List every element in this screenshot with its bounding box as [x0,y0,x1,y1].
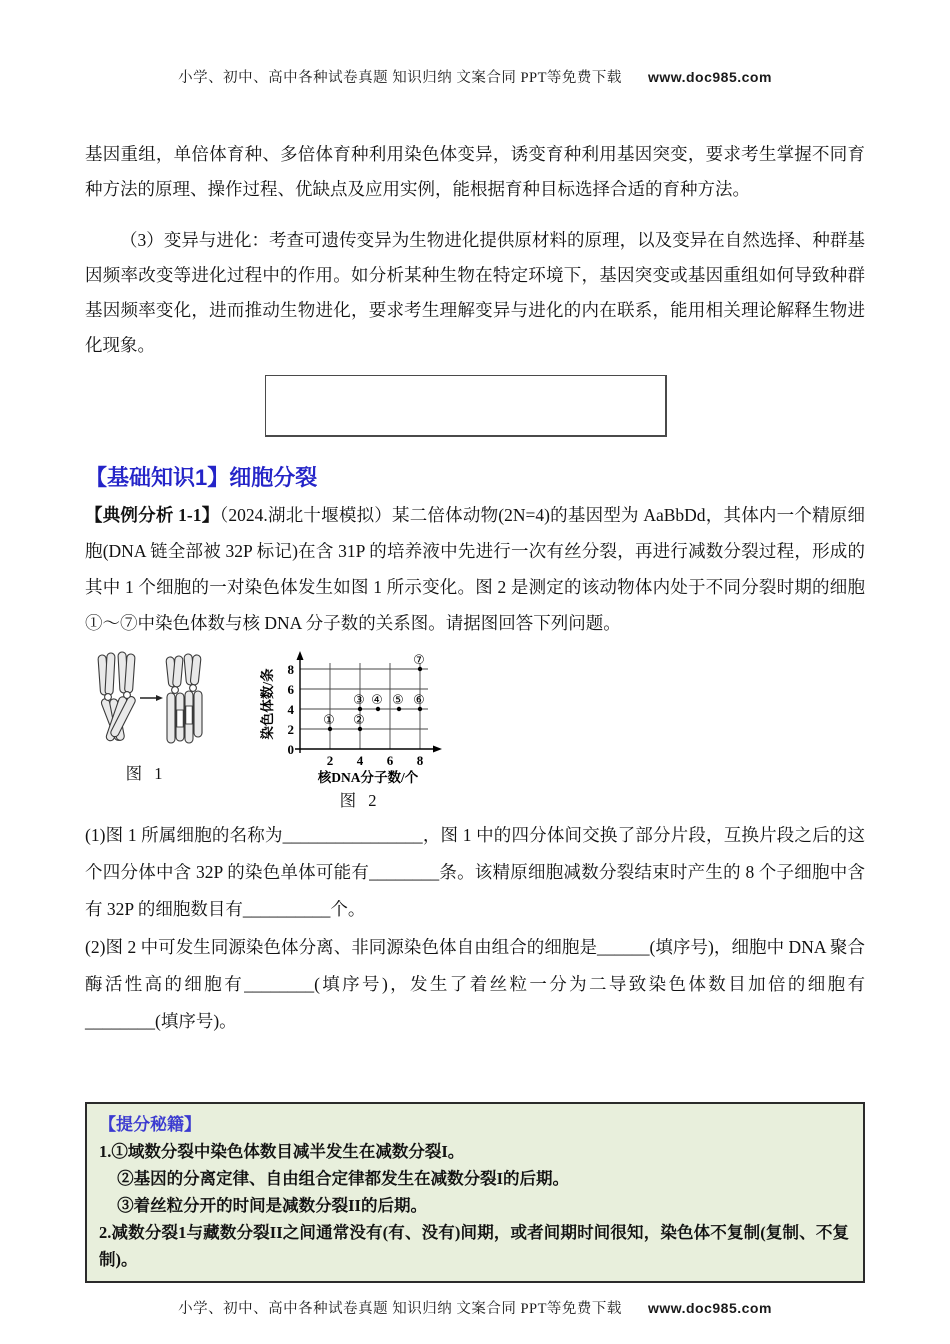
example-paragraph [85,497,865,641]
figure-2 [260,649,460,811]
tip-line: 1.①域数分裂中染色体数目减半发生在减数分裂I。 [99,1142,465,1161]
svg-text:⑤: ⑤ [392,693,404,708]
svg-text:②: ② [353,713,365,728]
example-label: 【典例分析 1-1】 [85,505,220,525]
tip-line: ②基因的分离定律、自由组合定律都发生在减数分裂I的后期。 [117,1169,570,1188]
section-heading: 【基础知识1】细胞分裂 [85,465,318,490]
svg-text:0: 0 [287,742,294,757]
svg-text:2: 2 [326,753,334,768]
tips-title: 【提分秘籍】 [99,1115,201,1134]
page-header [0,0,950,87]
svg-text:6: 6 [386,753,394,768]
svg-text:⑥: ⑥ [413,693,425,708]
svg-text:2: 2 [287,722,294,737]
footer-url: www.doc985.com [647,1300,772,1316]
svg-text:4: 4 [287,702,294,717]
svg-text:6: 6 [287,682,294,697]
tip-line: 2.减数分裂1与藏数分裂II之间通常没有(有、没有)间期，或者间期时间很知，染色体不复制(复制、不复制)。 [99,1223,849,1269]
example-text: （2024.湖北十堰模拟）某二倍体动物(2N=4)的基因型为 AaBbDd，其体内一个精原细胞(DNA 链全部被 32P 标记)在含 31P 的培养液中先进行一次有丝分裂，再进行减数分裂过程，形成的其中 1 个细胞的一对染色体发生如图 1 所示变化。图 2 是测定的该动物体内处于不同分裂时期的细胞①～⑦中染色体数与核 DNA 分子数的关系图。请据图回答下列问题。 [85,505,865,633]
header-url: www.doc985.com [647,69,772,85]
svg-text:④: ④ [371,693,383,708]
svg-text:核DNA分子数/个: 核DNA分子数/个 [317,770,419,785]
svg-text:①: ① [323,713,335,728]
intro-paragraph-1: 基因重组，单倍体育种、多倍体育种利用染色体变异，诱变育种利用基因突变，要求考生掌握不同育种方法的原理、操作过程、优缺点及应用实例，能根据育种目标选择合适的育种方法。 [85,144,865,199]
svg-text:染色体数/条: 染色体数/条 [260,668,275,740]
svg-text:4: 4 [356,753,364,768]
figure-1-caption: 图 1 [125,764,167,783]
svg-text:③: ③ [353,693,365,708]
chromosome-diagram [87,649,205,754]
figures-row [87,649,865,811]
figure2-chart [260,649,460,787]
footer-text: 小学、初中、高中各种试卷真题 知识归纳 文案合同 PPT等免费下载 [178,1301,622,1317]
figure-1 [87,649,205,784]
question-2: (2)图 2 中可发生同源染色体分离、非同源染色体自由组合的细胞是______(填序号)，细胞中 DNA 聚合酶活性高的细胞有________(填序号)，发生了着丝粒一分为二导致染色体数目加倍的细胞有________(填序号)。 [85,937,865,1031]
tip-line: ③着丝粒分开的时间是减数分裂II的后期。 [117,1196,427,1215]
page-footer [0,1297,950,1318]
page-content [0,137,950,1283]
tips-box [85,1102,865,1283]
empty-note-box [265,375,667,437]
svg-text:8: 8 [287,662,294,677]
figure-2-caption: 图 2 [339,791,381,810]
intro-paragraph-2: （3）变异与进化：考查可遗传变异为生物进化提供原材料的原理，以及变异在自然选择、种群基因频率改变等进化过程中的作用。如分析某种生物在特定环境下，基因突变或基因重组如何导致种群基因频率变化，进而推动生物进化，要求考生理解变异与进化的内在联系，能用相关理论解释生物进化现象。 [85,230,865,355]
svg-text:⑦: ⑦ [413,653,425,668]
arrow-icon [140,695,163,701]
question-1: (1)图 1 所属细胞的名称为________________，图 1 中的四分体间交换了部分片段，互换片段之后的这个四分体中含 32P 的染色单体可能有________条。该精原细胞减数分裂结束时产生的 8 个子细胞中含有 32P 的细胞数目有__________个。 [85,825,865,919]
header-text: 小学、初中、高中各种试卷真题 知识归纳 文案合同 PPT等免费下载 [178,70,622,86]
svg-text:8: 8 [416,753,424,768]
